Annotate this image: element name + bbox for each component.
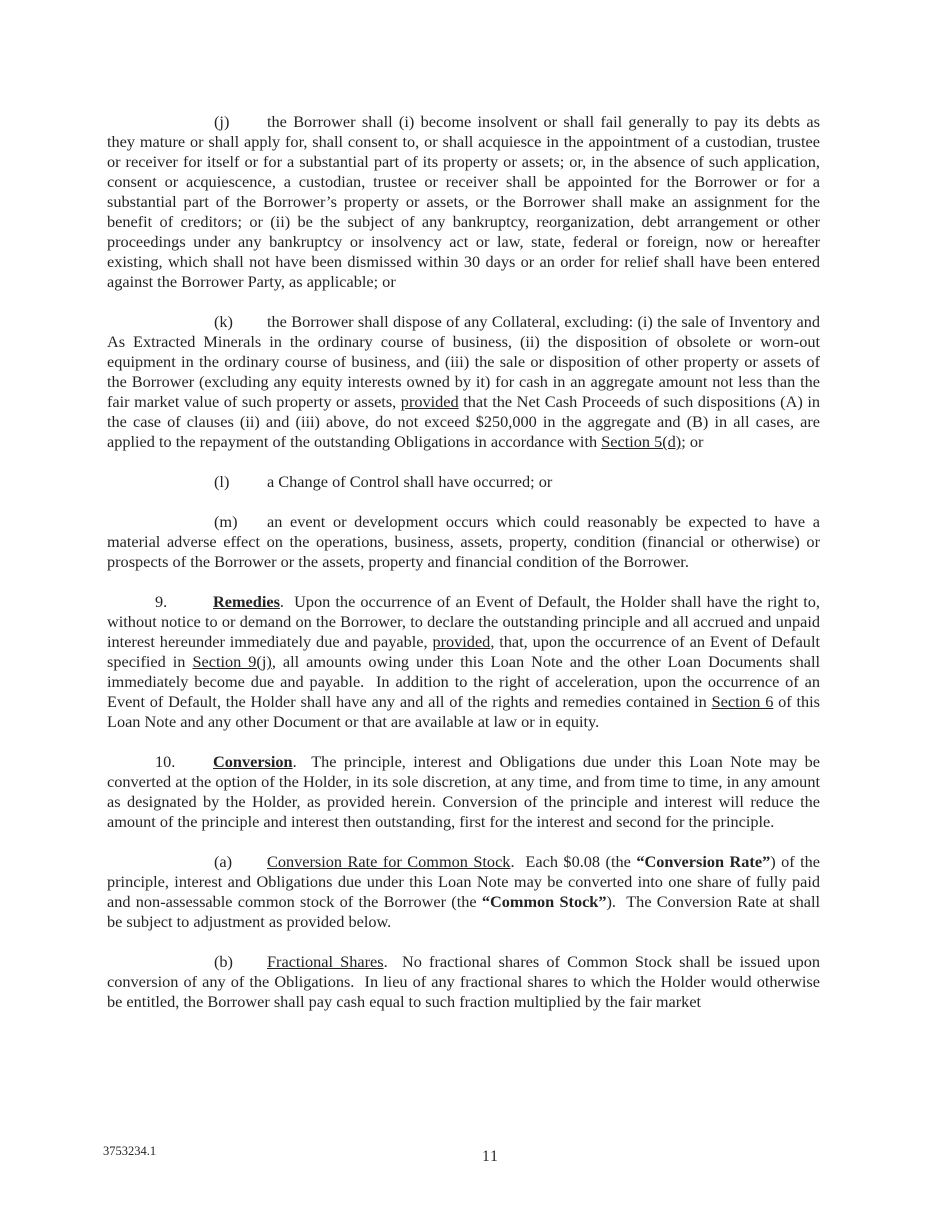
paragraph-a-conversion-rate: [107, 852, 820, 932]
paragraph-m-text: an event or development occurs which could reasonably be expected to have a material adverse effect on the operations, business, assets, property, condition (financial or otherwise) or prospects of the Borrower or the assets, property and financial condition of the Borrower.: [107, 512, 820, 571]
section-6-reference: Section 6: [711, 692, 774, 711]
section-10-number: 10.: [155, 752, 176, 771]
paragraph-k-label: (k): [214, 312, 233, 331]
paragraph-k-text: that the Net Cash Proceeds of such dispositions (A) in the case of clauses (ii) and (iii) above, do not exceed $250,000 in the aggregate and (B) in all cases, are applied to the repayment of the outstanding Obligations in accordance with: [107, 392, 820, 451]
paragraph-a-text: . Each $0.08 (the: [510, 852, 637, 871]
paragraph-l: [107, 472, 820, 492]
paragraph-j-text: the Borrower shall (i) become insolvent or shall fail generally to pay its debts as they mature or shall apply for, shall consent to, or shall acquiesce in the appointment of a custodian, trustee or receiver for itself or for a substantial part of its property or assets; or, in the absence of such application, consent or acquiescence, a custodian, trustee or receiver shall be appointed for the Borrower or for a substantial part of the Borrower’s property or assets, or the Borrower shall make an assignment for the benefit of creditors; or (ii) be the subject of any bankruptcy, reorganization, debt arrangement or other proceedings under any bankruptcy or insolvency act or law, state, federal or foreign, now or hereafter existing, which shall not have been dismissed within 30 days or an order for relief shall have been entered against the Borrower Party, as applicable; or: [107, 112, 820, 291]
section-9-number: 9.: [155, 592, 168, 611]
paragraph-a-text: ) of the principle, interest and Obligations due under this Loan Note may be converted into one share of fully paid and non-assessable common stock of the Borrower (the: [107, 852, 821, 911]
paragraph-j-label: (j): [214, 112, 230, 131]
paragraph-a-heading: Conversion Rate for Common Stock: [267, 852, 511, 871]
paragraph-b-text: . No fractional shares of Common Stock shall be issued upon conversion of any of the Obligations. In lieu of any fractional shares to which the Holder would otherwise be entitled, the Borrower shall pay cash equal to such fraction multiplied by the fair market: [107, 952, 820, 1011]
underlined-term-provided: provided: [400, 392, 459, 411]
paragraph-b-fractional-shares: [107, 952, 820, 1012]
section-9-remedies: [107, 592, 820, 732]
section-9-heading: Remedies: [213, 592, 280, 611]
paragraph-m-label: (m): [214, 512, 238, 531]
section-9-text: , that, upon the occurrence of an Event of Default specified in: [107, 632, 820, 671]
paragraph-b-label: (b): [214, 952, 233, 971]
paragraph-a-label: (a): [214, 852, 233, 871]
section-9-text: . Upon the occurrence of an Event of Default, the Holder shall have the right to, without notice to or demand on the Borrower, to declare the outstanding principle and all accrued and unpaid interest hereunder immediately due and payable,: [107, 592, 820, 651]
paragraph-l-label: (l): [214, 472, 230, 491]
paragraph-l-text: a Change of Control shall have occurred; or: [267, 472, 553, 491]
document-body: [107, 112, 820, 1032]
paragraph-k-text: ; or: [681, 432, 704, 451]
section-9-text: , all amounts owing under this Loan Note and the other Loan Documents shall immediately become due and payable. In addition to the right of acceleration, upon the occurrence of an Event of Default, the Holder shall have any and all of the rights and remedies contained in: [107, 652, 820, 711]
section-9j-reference: Section 9(j): [192, 652, 272, 671]
section-10-text: . The principle, interest and Obligations due under this Loan Note may be converted at the option of the Holder, in its sole discretion, at any time, and from time to time, in any amount as designated by the Holder, as provided herein. Conversion of the principle and interest will reduce the amount of the principle and interest then outstanding, first for the interest and second for the principle.: [107, 752, 820, 831]
section-10-conversion: [107, 752, 820, 832]
paragraph-k: [107, 312, 820, 452]
section-9-text: of this Loan Note and any other Document or that are available at law or in equity.: [107, 692, 821, 731]
paragraph-k-text: the Borrower shall dispose of any Collateral, excluding: (i) the sale of Inventory and As Extracted Minerals in the ordinary course of business, (ii) the disposition of obsolete or worn-out equipment in the ordinary course of business, and (iii) the sale or disposition of other property or assets of the Borrower (excluding any equity interests owned by it) for cash in an aggregate amount not less than the fair market value of such property or assets,: [107, 312, 820, 411]
paragraph-a-text: ). The Conversion Rate at shall be subject to adjustment as provided below.: [107, 892, 820, 931]
paragraph-b-heading: Fractional Shares: [267, 952, 384, 971]
paragraph-j: [107, 112, 820, 292]
section-5d-reference: Section 5(d): [601, 432, 682, 451]
defined-term-conversion-rate: “Conversion Rate”: [636, 852, 771, 871]
footer-document-number: 3753234.1: [103, 1144, 157, 1158]
defined-term-common-stock: “Common Stock”: [481, 892, 607, 911]
footer-page-number: 11: [482, 1148, 499, 1165]
paragraph-m: [107, 512, 820, 572]
underlined-term-provided: provided: [432, 632, 491, 651]
section-10-heading: Conversion: [213, 752, 293, 771]
